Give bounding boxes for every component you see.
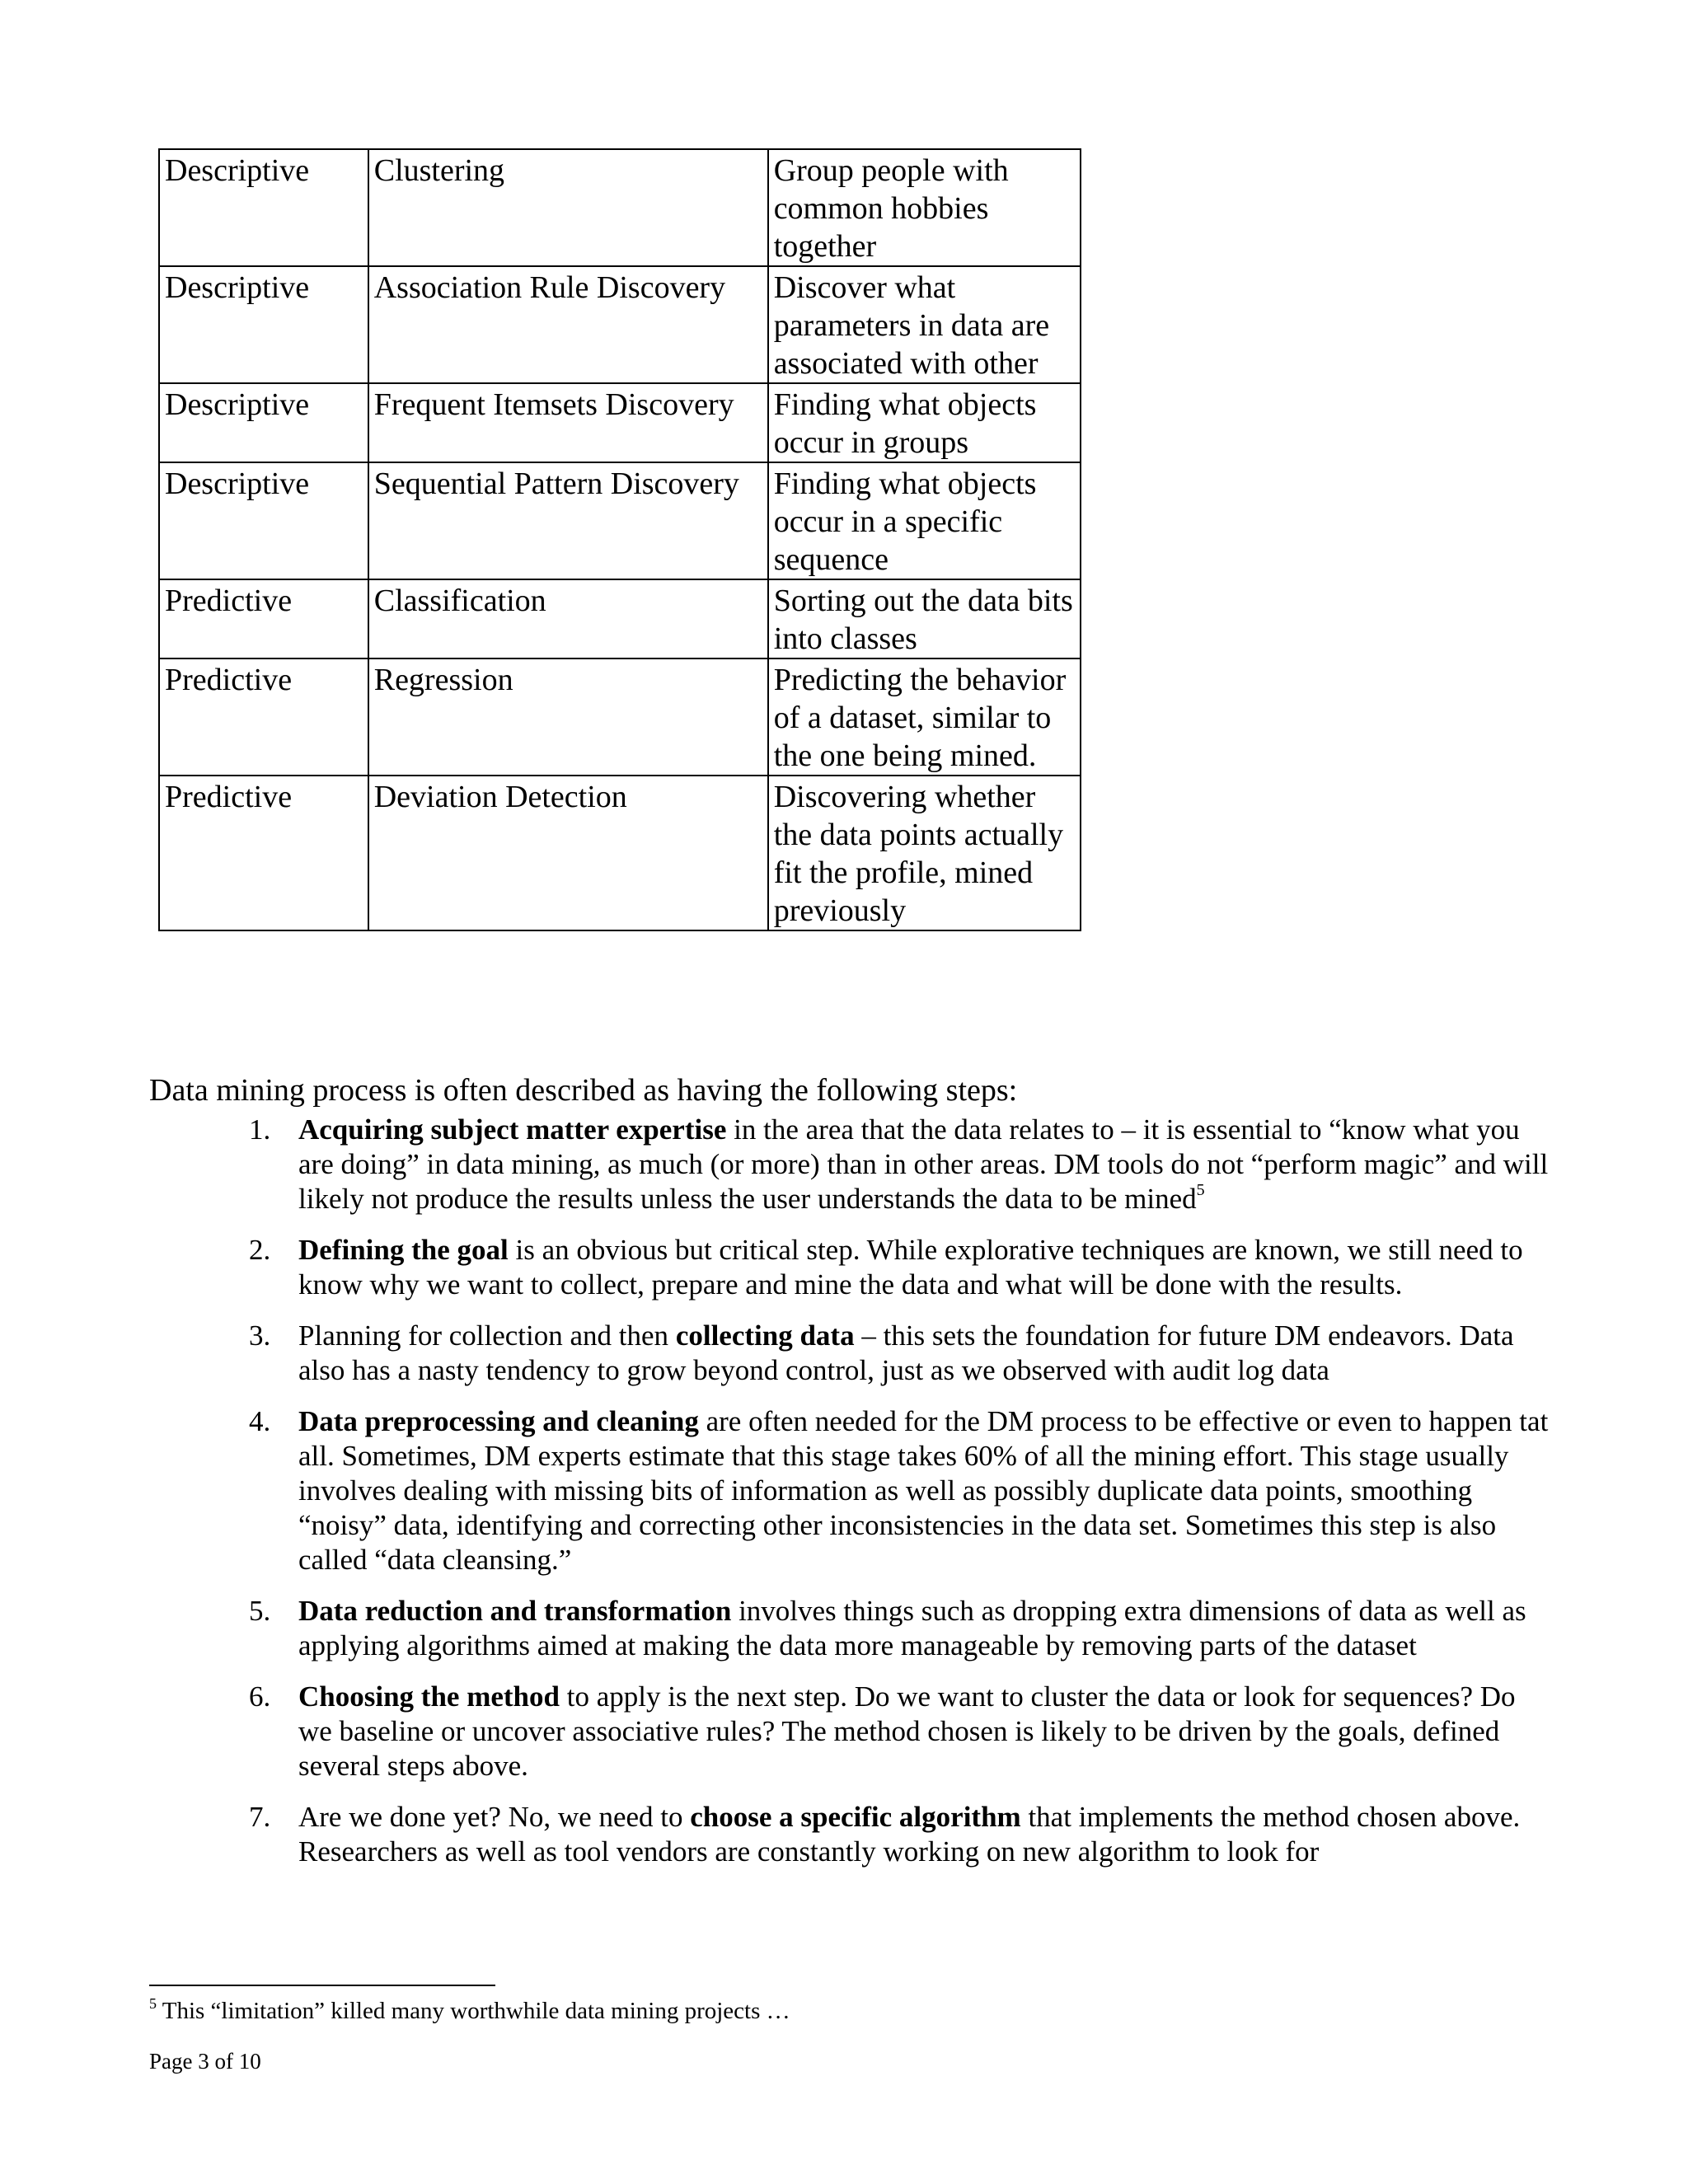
footnote [149, 1996, 790, 2026]
step-key-phrase: Choosing the method [298, 1680, 560, 1713]
method-cell: Regression [368, 658, 768, 776]
method-cell: Association Rule Discovery [368, 266, 768, 383]
type-cell: Descriptive [159, 266, 368, 383]
intro-paragraph: Data mining process is often described as having the following steps: [149, 1073, 1018, 1108]
description-cell: Finding what objects occur in a specific sequence [768, 462, 1081, 579]
step-lead-text: Planning for collection and then [298, 1319, 676, 1352]
method-cell: Deviation Detection [368, 776, 768, 930]
step-text: in the area that the data relates to – it is essential to “know what you are doing” in data mining, as much (or more) than in other areas. DM tools do not “perform magic” and will likely not produce the results unless the user understands the data to be mined [298, 1113, 1549, 1215]
step-number: 6. [249, 1680, 271, 1713]
step-key-phrase: choose a specific algorithm [690, 1801, 1021, 1833]
step-text: are often needed for the DM process to be effective or even to happen tat all. Sometimes, DM experts estimate that this stage takes 60% of all the mining effort. This stage usually involves dealing with missing bits of information as well as possibly duplicate data points, smoothing “noisy” data, identifying and correcting other inconsistencies in the data set. Sometimes this step is also called “data cleansing.” [298, 1405, 1549, 1576]
description-cell: Discovering whether the data points actually fit the profile, mined previously [768, 776, 1081, 930]
step-key-phrase: collecting data [675, 1319, 855, 1352]
description-cell: Predicting the behavior of a dataset, similar to the one being mined. [768, 658, 1081, 776]
description-cell: Discover what parameters in data are associated with other [768, 266, 1081, 383]
table-row [159, 266, 1081, 383]
step-number: 7. [249, 1801, 271, 1833]
step-number: 3. [249, 1319, 271, 1352]
list-item [249, 1233, 1551, 1302]
table-row [159, 658, 1081, 776]
step-number: 5. [249, 1595, 271, 1627]
list-item [249, 1680, 1551, 1783]
footnote-text: This “limitation” killed many worthwhile data mining projects … [157, 1998, 790, 2024]
list-item [249, 1404, 1551, 1577]
method-cell: Classification [368, 579, 768, 658]
type-cell: Descriptive [159, 383, 368, 462]
step-text: is an obvious but critical step. While explorative techniques are known, we still need to know why we want to collect, prepare and mine the data and what will be done with the results. [298, 1234, 1523, 1301]
method-cell: Frequent Itemsets Discovery [368, 383, 768, 462]
step-key-phrase: Acquiring subject matter expertise [298, 1113, 727, 1146]
step-text: – this sets the foundation for future DM endeavors. Data also has a nasty tendency to grow beyond control, just as we observed with audit log data [298, 1319, 1514, 1386]
type-cell: Predictive [159, 658, 368, 776]
footnote-separator [149, 1985, 495, 1986]
list-item [249, 1319, 1551, 1388]
list-item [249, 1594, 1551, 1663]
method-cell: Clustering [368, 149, 768, 266]
type-cell: Descriptive [159, 462, 368, 579]
table-row [159, 776, 1081, 930]
table-row [159, 579, 1081, 658]
type-cell: Predictive [159, 579, 368, 658]
description-cell: Finding what objects occur in groups [768, 383, 1081, 462]
table-row [159, 149, 1081, 266]
table-row [159, 383, 1081, 462]
step-key-phrase: Data reduction and transformation [298, 1595, 732, 1627]
step-text: to apply is the next step. Do we want to cluster the data or look for sequences? Do we baseline or uncover associative rules? The method chosen is likely to be driven by the goals, defined several steps above. [298, 1680, 1516, 1782]
step-text: involves things such as dropping extra dimensions of data as well as applying algorithms aimed at making the data more manageable by removing parts of the dataset [298, 1595, 1526, 1661]
step-number: 4. [249, 1405, 271, 1437]
data-mining-methods-table [158, 148, 1081, 931]
process-steps-list [249, 1113, 1551, 1886]
list-item [249, 1113, 1551, 1216]
page-number: Page 3 of 10 [149, 2049, 261, 2074]
type-cell: Predictive [159, 776, 368, 930]
step-number: 2. [249, 1234, 271, 1266]
description-cell: Sorting out the data bits into classes [768, 579, 1081, 658]
step-lead-text: Are we done yet? No, we need to [298, 1801, 691, 1833]
footnote-reference[interactable]: 5 [1196, 1181, 1205, 1199]
method-cell: Sequential Pattern Discovery [368, 462, 768, 579]
step-key-phrase: Defining the goal [298, 1234, 509, 1266]
step-key-phrase: Data preprocessing and cleaning [298, 1405, 699, 1437]
list-item [249, 1800, 1551, 1869]
step-text: that implements the method chosen above. Researchers as well as tool vendors are constantly working on new algorithm to look for [298, 1801, 1521, 1868]
description-cell: Group people with common hobbies together [768, 149, 1081, 266]
step-number: 1. [249, 1113, 271, 1146]
table-row [159, 462, 1081, 579]
footnote-mark: 5 [149, 1995, 157, 2012]
type-cell: Descriptive [159, 149, 368, 266]
